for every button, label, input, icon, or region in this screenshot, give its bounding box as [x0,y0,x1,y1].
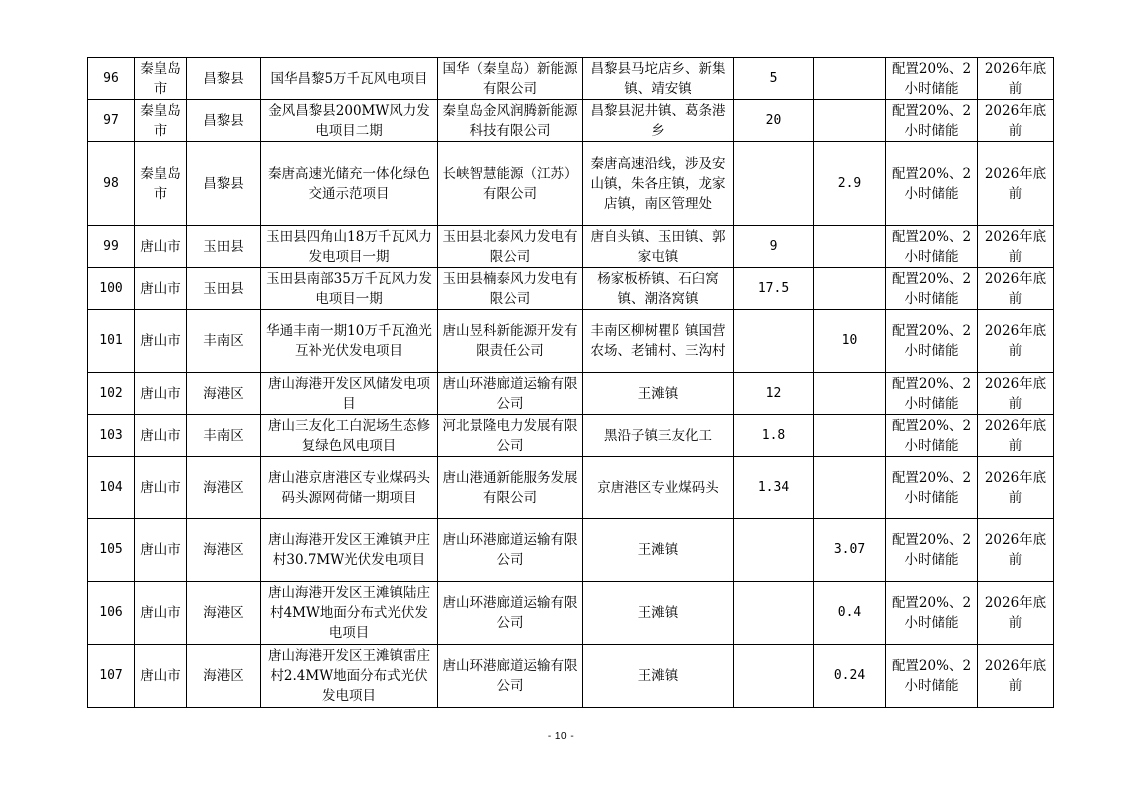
table-row [88,519,1054,582]
cell-storage: 配置20%、2小时储能 [886,415,978,457]
cell-location: 秦唐高速沿线，涉及安山镇，朱各庄镇，龙家店镇，南区管理处 [583,142,734,226]
cell-location: 唐自头镇、玉田镇、郭家屯镇 [583,226,734,268]
cell-solar [814,58,886,100]
cell-company: 国华（秦皇岛）新能源有限公司 [438,58,583,100]
cell-project: 唐山海港开发区王滩镇尹庄村30.7MW光伏发电项目 [261,519,438,582]
cell-deadline: 2026年底前 [978,142,1054,226]
table-row [88,310,1054,373]
cell-deadline: 2026年底前 [978,268,1054,310]
cell-deadline: 2026年底前 [978,519,1054,582]
table-row [88,645,1054,708]
cell-project: 国华昌黎5万千瓦风电项目 [261,58,438,100]
cell-wind [734,310,814,373]
cell-deadline: 2026年底前 [978,58,1054,100]
cell-no: 100 [88,268,135,310]
cell-storage: 配置20%、2小时储能 [886,582,978,645]
cell-deadline: 2026年底前 [978,457,1054,519]
cell-storage: 配置20%、2小时储能 [886,645,978,708]
cell-wind: 20 [734,100,814,142]
table-row [88,58,1054,100]
cell-storage: 配置20%、2小时储能 [886,58,978,100]
cell-project: 华通丰南一期10万千瓦渔光互补光伏发电项目 [261,310,438,373]
cell-solar [814,100,886,142]
cell-county: 昌黎县 [187,100,261,142]
table-row [88,415,1054,457]
cell-storage: 配置20%、2小时储能 [886,310,978,373]
cell-location: 昌黎县马坨店乡、新集镇、靖安镇 [583,58,734,100]
cell-no: 107 [88,645,135,708]
cell-no: 96 [88,58,135,100]
cell-county: 海港区 [187,373,261,415]
cell-company: 唐山环港廊道运输有限公司 [438,645,583,708]
cell-no: 103 [88,415,135,457]
cell-county: 玉田县 [187,226,261,268]
table-row [88,582,1054,645]
cell-county: 海港区 [187,519,261,582]
cell-wind [734,142,814,226]
cell-no: 102 [88,373,135,415]
cell-location: 杨家板桥镇、石臼窝镇、潮洛窝镇 [583,268,734,310]
cell-project: 金风昌黎县200MW风力发电项目二期 [261,100,438,142]
cell-storage: 配置20%、2小时储能 [886,519,978,582]
cell-location: 王滩镇 [583,519,734,582]
cell-county: 海港区 [187,582,261,645]
cell-solar: 2.9 [814,142,886,226]
cell-project: 玉田县南部35万千瓦风力发电项目一期 [261,268,438,310]
cell-deadline: 2026年底前 [978,645,1054,708]
cell-city: 唐山市 [135,310,187,373]
cell-city: 唐山市 [135,415,187,457]
table-row [88,142,1054,226]
cell-location: 京唐港区专业煤码头 [583,457,734,519]
cell-project: 秦唐高速光储充一体化绿色交通示范项目 [261,142,438,226]
project-table [87,57,1054,708]
cell-city: 秦皇岛市 [135,142,187,226]
cell-city: 唐山市 [135,373,187,415]
cell-project: 唐山海港开发区风储发电项目 [261,373,438,415]
cell-storage: 配置20%、2小时储能 [886,142,978,226]
cell-city: 唐山市 [135,519,187,582]
cell-no: 98 [88,142,135,226]
cell-wind: 12 [734,373,814,415]
table-row [88,373,1054,415]
cell-deadline: 2026年底前 [978,582,1054,645]
cell-solar [814,226,886,268]
cell-wind [734,645,814,708]
cell-wind: 1.8 [734,415,814,457]
cell-location: 昌黎县泥井镇、葛条港乡 [583,100,734,142]
cell-wind: 17.5 [734,268,814,310]
cell-project: 唐山海港开发区王滩镇陆庄村4MW地面分布式光伏发电项目 [261,582,438,645]
cell-no: 101 [88,310,135,373]
cell-storage: 配置20%、2小时储能 [886,373,978,415]
cell-deadline: 2026年底前 [978,310,1054,373]
cell-solar: 0.24 [814,645,886,708]
cell-project: 唐山港京唐港区专业煤码头码头源网荷储一期项目 [261,457,438,519]
cell-no: 99 [88,226,135,268]
cell-company: 唐山昱科新能源开发有限责任公司 [438,310,583,373]
cell-county: 海港区 [187,645,261,708]
cell-storage: 配置20%、2小时储能 [886,226,978,268]
cell-company: 秦皇岛金风润腾新能源科技有限公司 [438,100,583,142]
table-row [88,268,1054,310]
cell-city: 唐山市 [135,268,187,310]
cell-solar [814,268,886,310]
cell-city: 唐山市 [135,457,187,519]
cell-company: 唐山环港廊道运输有限公司 [438,582,583,645]
cell-solar [814,415,886,457]
cell-city: 秦皇岛市 [135,58,187,100]
table-row [88,226,1054,268]
cell-project: 唐山海港开发区王滩镇雷庄村2.4MW地面分布式光伏发电项目 [261,645,438,708]
cell-deadline: 2026年底前 [978,100,1054,142]
cell-storage: 配置20%、2小时储能 [886,100,978,142]
cell-company: 唐山环港廊道运输有限公司 [438,519,583,582]
cell-company: 唐山环港廊道运输有限公司 [438,373,583,415]
cell-deadline: 2026年底前 [978,373,1054,415]
cell-project: 唐山三友化工白泥场生态修复绿色风电项目 [261,415,438,457]
cell-county: 丰南区 [187,310,261,373]
cell-solar: 10 [814,310,886,373]
cell-location: 王滩镇 [583,373,734,415]
cell-solar: 3.07 [814,519,886,582]
cell-no: 106 [88,582,135,645]
cell-storage: 配置20%、2小时储能 [886,268,978,310]
cell-deadline: 2026年底前 [978,415,1054,457]
cell-deadline: 2026年底前 [978,226,1054,268]
table-row [88,457,1054,519]
cell-city: 秦皇岛市 [135,100,187,142]
cell-city: 唐山市 [135,226,187,268]
cell-wind: 1.34 [734,457,814,519]
cell-storage: 配置20%、2小时储能 [886,457,978,519]
cell-county: 玉田县 [187,268,261,310]
cell-location: 黑沿子镇三友化工 [583,415,734,457]
cell-solar [814,373,886,415]
cell-wind: 5 [734,58,814,100]
cell-county: 丰南区 [187,415,261,457]
cell-solar [814,457,886,519]
cell-location: 丰南区柳树瞿阝镇国营农场、老铺村、三沟村 [583,310,734,373]
cell-company: 长峡智慧能源（江苏）有限公司 [438,142,583,226]
cell-company: 河北景隆电力发展有限公司 [438,415,583,457]
cell-company: 唐山港通新能服务发展有限公司 [438,457,583,519]
cell-no: 105 [88,519,135,582]
cell-solar: 0.4 [814,582,886,645]
cell-city: 唐山市 [135,582,187,645]
cell-wind [734,582,814,645]
page-number: - 10 - [547,731,575,742]
cell-county: 海港区 [187,457,261,519]
cell-location: 王滩镇 [583,582,734,645]
cell-company: 玉田县北泰风力发电有限公司 [438,226,583,268]
cell-no: 104 [88,457,135,519]
cell-company: 玉田县楠泰风力发电有限公司 [438,268,583,310]
table-body [88,58,1054,708]
cell-no: 97 [88,100,135,142]
cell-county: 昌黎县 [187,142,261,226]
cell-location: 王滩镇 [583,645,734,708]
cell-city: 唐山市 [135,645,187,708]
cell-project: 玉田县四角山18万千瓦风力发电项目一期 [261,226,438,268]
cell-wind [734,519,814,582]
table-row [88,100,1054,142]
cell-wind: 9 [734,226,814,268]
cell-county: 昌黎县 [187,58,261,100]
